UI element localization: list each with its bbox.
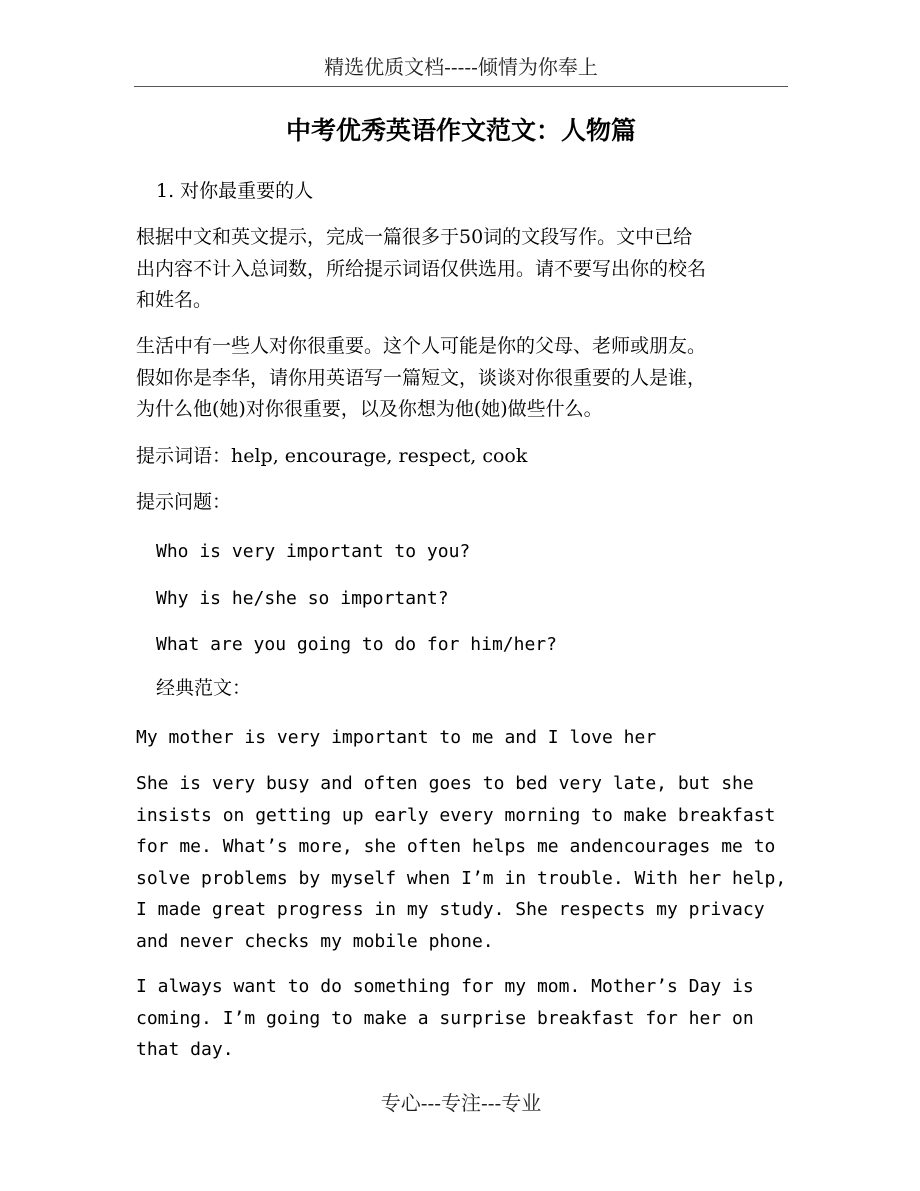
hint-words [136,441,776,473]
hint-questions-label-text: 提示问题： [136,491,232,513]
sample-line: coming. I’m going to make a surprise breakfast for her on [136,1007,754,1029]
prompt-line: 生活中有一些人对你很重要。这个人可能是你的父母、老师或朋友。 [136,335,707,357]
hint-question-text: Who is very important to you? [156,541,471,562]
document-title: 中考优秀英语作文范文：人物篇 [285,116,636,145]
page-header: 精选优质文档-----倾情为你奉上 [134,52,788,87]
sample-opening-text: My mother is very important to me and I love her [136,727,657,748]
instructions-paragraph [136,222,776,317]
sample-paragraph-1 [136,768,787,957]
sample-label [136,673,796,705]
section-heading [136,176,776,208]
instructions-line: 和姓名。 [136,289,213,311]
sample-line: insists on getting up early every morning to make breakfast [136,804,776,826]
sample-paragraph-2 [136,971,776,1066]
sample-line: solve problems by myself when I’m in trouble. With her help, [136,867,787,889]
prompt-line: 为什么他(她)对你很重要，以及你想为他(她)做些什么。 [136,398,603,420]
hint-question-text: Why is he/she so important? [156,588,449,609]
hint-question [136,583,796,615]
sample-line: that day. [136,1039,234,1060]
hint-question [136,629,796,661]
sample-line: for me. What’s more, she often helps me andencourages me to [136,836,776,857]
sample-label-text: 经典范文： [156,677,252,699]
page-footer: 专心---专注---专业 [380,1091,542,1115]
prompt-paragraph [136,331,776,426]
hint-question-text: What are you going to do for him/her? [156,634,557,655]
sample-line: I always want to do something for my mom. Mother’s Day is [136,976,754,997]
instructions-line: 出内容不计入总词数，所给提示词语仅供选用。请不要写出你的校名 [136,257,707,280]
sample-line: She is very busy and often goes to bed very late, but she [136,773,754,794]
sample-opening [136,722,776,754]
hint-questions-label [136,487,776,519]
instructions-line: 根据中文和英文提示，完成一篇很多于50词的文段写作。文中已给 [136,226,693,248]
sample-line: and never checks my mobile phone. [136,930,494,952]
prompt-line: 假如你是李华，请你用英语写一篇短文，谈谈对你很重要的人是谁， [136,366,707,389]
hint-question [136,536,796,568]
section-heading-text: 1. 对你最重要的人 [156,180,314,202]
sample-line: I made great progress in my study. She respects my privacy [136,899,765,920]
hint-words-text: 提示词语：help, encourage, respect, cook [136,445,528,467]
